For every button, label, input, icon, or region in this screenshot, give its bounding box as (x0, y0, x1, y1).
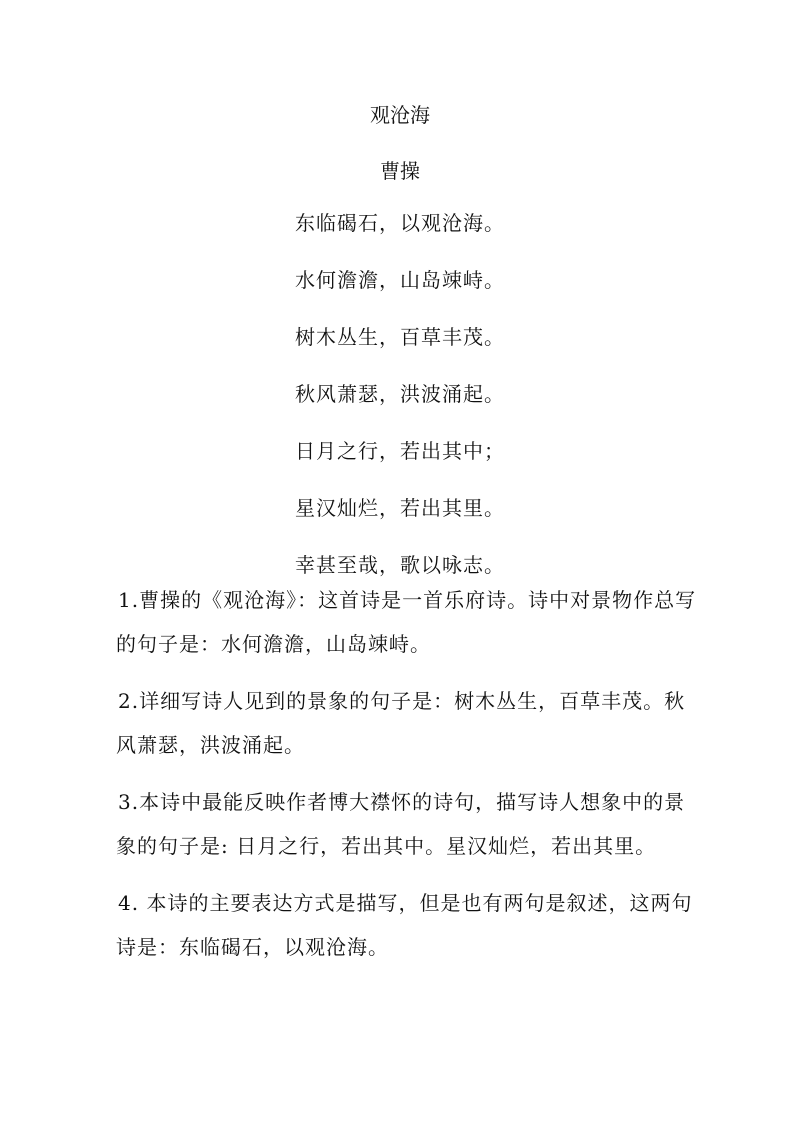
poem-line: 水何澹澹，山岛竦峙。 (295, 268, 505, 292)
poem-line: 星汉灿烂，若出其里。 (295, 496, 505, 520)
poem-line: 树木丛生，百草丰茂。 (295, 325, 505, 349)
poem-author: 曹操 (380, 159, 420, 183)
poem-line: 秋风萧瑟，洪波涌起。 (295, 382, 505, 406)
question-1: 1.曹操的《观沧海》：这首诗是一首乐府诗。诗中对景物作总写的句子是：水何澹澹，山岛竦峙。 (116, 588, 697, 656)
questions-section (116, 578, 706, 982)
poem-section (0, 101, 800, 608)
poem-line: 幸甚至哉，歌以咏志。 (295, 553, 505, 577)
question-3: 3.本诗中最能反映作者博大襟怀的诗句，描写诗人想象中的景象的句子是: 日月之行，若出其中。星汉灿烂，若出其里。 (116, 790, 686, 858)
question-2: 2.详细写诗人见到的景象的句子是：树木丛生，百草丰茂。秋风萧瑟，洪波涌起。 (116, 689, 686, 757)
question-4: 4. 本诗的主要表达方式是描写，但是也有两句是叙述，这两句诗是：东临碣石，以观沧海。 (116, 891, 693, 959)
poem-title: 观沧海 (370, 103, 430, 127)
poem-line: 东临碣石，以观沧海。 (295, 211, 505, 235)
poem-line: 日月之行，若出其中； (295, 439, 505, 463)
